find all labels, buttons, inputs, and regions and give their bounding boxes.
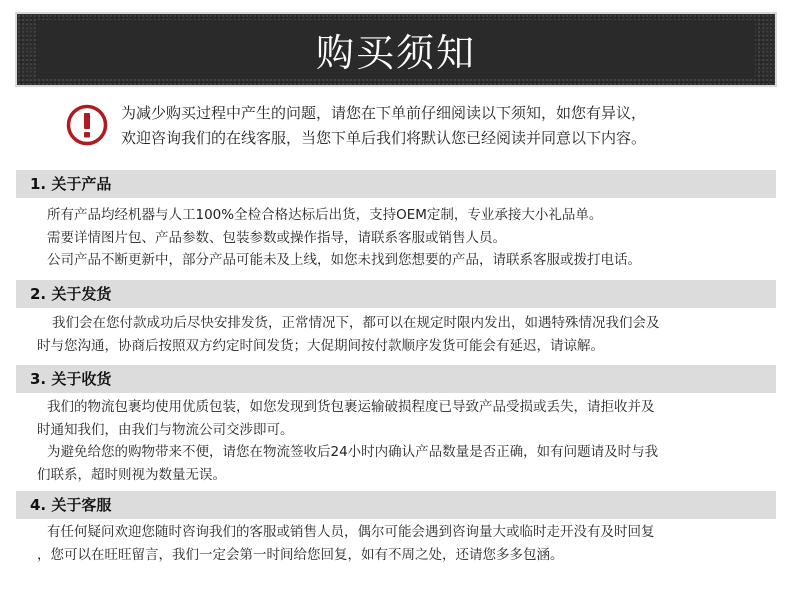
section-line: 时通知我们，由我们与物流公司交涉即可。 [37, 421, 294, 438]
section-header-products: 1. 关于产品 [16, 170, 776, 198]
section-line: 们联系，超时则视为数量无误。 [37, 466, 226, 483]
section-line: 我们会在您付款成功后尽快安排发货，正常情况下，都可以在规定时限内发出，如遇特殊情况我们会及 [52, 315, 660, 331]
section-body-receiving [37, 396, 777, 486]
title-banner-inner [37, 20, 755, 79]
section-line: 需要详情图片包、产品参数、包装参数或操作指导，请联系客服或销售人员。 [47, 229, 506, 246]
section-header-receiving: 3. 关于收货 [16, 365, 776, 393]
notice-text [121, 101, 771, 151]
section-line: 有任何疑问欢迎您随时咨询我们的客服或销售人员，偶尔可能会遇到咨询量大或临时走开没有及时回复 [47, 524, 655, 540]
section-line: 时与您沟通，协商后按照双方约定时间发货；大促期间按付款顺序发货可能会有延迟，请谅解。 [37, 337, 604, 354]
section-line: 公司产品不断更新中，部分产品可能未及上线，如您未找到您想要的产品，请联系客服或拨打电话。 [47, 252, 641, 268]
section-line: 所有产品均经机器与人工100%全检合格达标后出货，支持OEM定制，专业承接大小礼品单。 [47, 207, 603, 223]
section-body-shipping [37, 312, 782, 357]
warning-exclamation-icon [66, 104, 108, 146]
section-line: 我们的物流包裹均使用优质包装，如您发现到货包裹运输破损程度已导致产品受损或丢失，请拒收并及 [47, 399, 655, 415]
section-body-products [47, 204, 777, 272]
section-line: 为避免给您的购物带来不便，请您在物流签收后24小时内确认产品数量是否正确，如有问题请及时与我 [47, 444, 659, 460]
page-title: 购买须知 [315, 31, 476, 75]
section-line: ，您可以在旺旺留言，我们一定会第一时间给您回复，如有不周之处，还请您多多包涵。 [37, 546, 564, 563]
notice-line: 为减少购买过程中产生的问题，请您在下单前仔细阅读以下须知，如您有异议， [121, 104, 647, 122]
section-header-customer-service: 4. 关于客服 [16, 491, 776, 519]
notice-block [66, 101, 766, 161]
notice-line: 欢迎咨询我们的在线客服，当您下单后我们将默认您已经阅读并同意以下内容。 [121, 129, 647, 147]
title-banner [17, 14, 775, 85]
section-body-customer-service [37, 521, 777, 566]
section-header-shipping: 2. 关于发货 [16, 280, 776, 308]
